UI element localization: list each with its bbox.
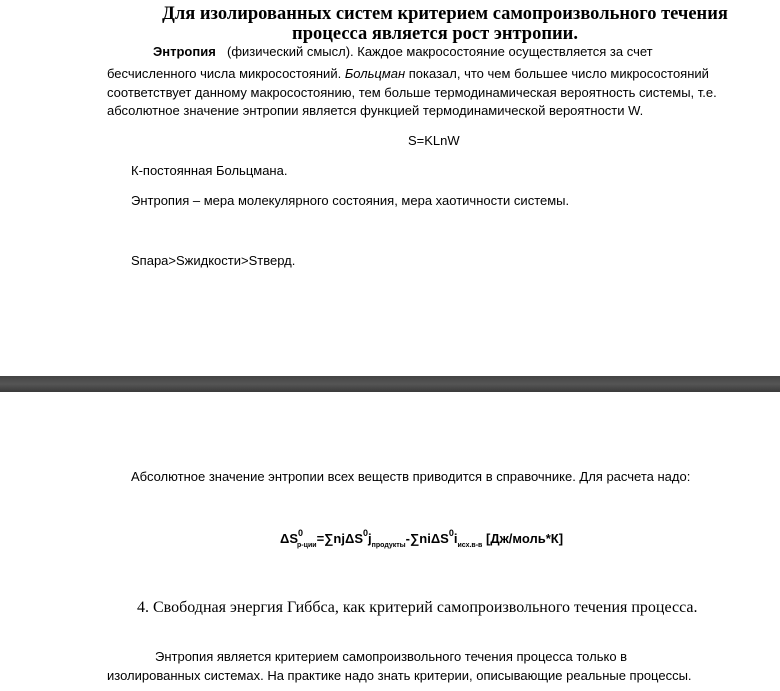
paragraph-line-2: бесчисленного числа микросостояний. Больцман показал, что чем большее число микросостояний: [107, 66, 709, 81]
boltzmann-name: Больцман: [344, 66, 406, 81]
entropy-inequality: Sпара>Sжидкости>Sтверд.: [131, 253, 296, 268]
reference-line: Абсолютное значение энтропии всех веществ приводится в справочнике. Для расчета надо:: [131, 469, 691, 484]
paragraph-line-1-rest: (физический смысл). Каждое макросостояние осуществляется за счет: [227, 44, 653, 59]
last-paragraph-line-2: изолированных системах. На практике надо знать критерии, описывающие реальные процессы.: [107, 668, 692, 683]
entropy-term: Энтропия: [153, 44, 216, 59]
paragraph-line-4: абсолютное значение энтропии является функцией термодинамической вероятности W.: [107, 103, 644, 118]
section-title: 4. Свободная энергия Гиббса, как критерий самопроизвольного течения процесса.: [137, 599, 698, 616]
boltzmann-formula: S=KLnW: [408, 133, 460, 148]
entropy-change-formula: $\Delta S^0_{р-ции}=\sum nj\Delta S^0j_{продукты}-\sum ni\Delta S^0i_{исх.в-в}$ [Дж/моль*К]: [280, 528, 564, 549]
boltzmann-constant-note: К-постоянная Больцмана.: [131, 163, 288, 178]
heading-line-1: Для изолированных систем критерием самопроизвольного течения: [162, 4, 728, 24]
paragraph-line-1: [153, 44, 216, 59]
document-page-2: [0, 392, 780, 691]
page-divider: [0, 376, 780, 392]
entropy-measure-line: Энтропия – мера молекулярного состояния, мера хаотичности системы.: [131, 193, 570, 208]
last-paragraph-line-1: Энтропия является критерием самопроизвольного течения процесса только в: [155, 649, 628, 664]
paragraph-line-3: соответствует данному макросостоянию, тем больше термодинамическая вероятность системы, т.е.: [107, 85, 717, 100]
heading-line-2: процесса является рост энтропии.: [292, 24, 578, 44]
